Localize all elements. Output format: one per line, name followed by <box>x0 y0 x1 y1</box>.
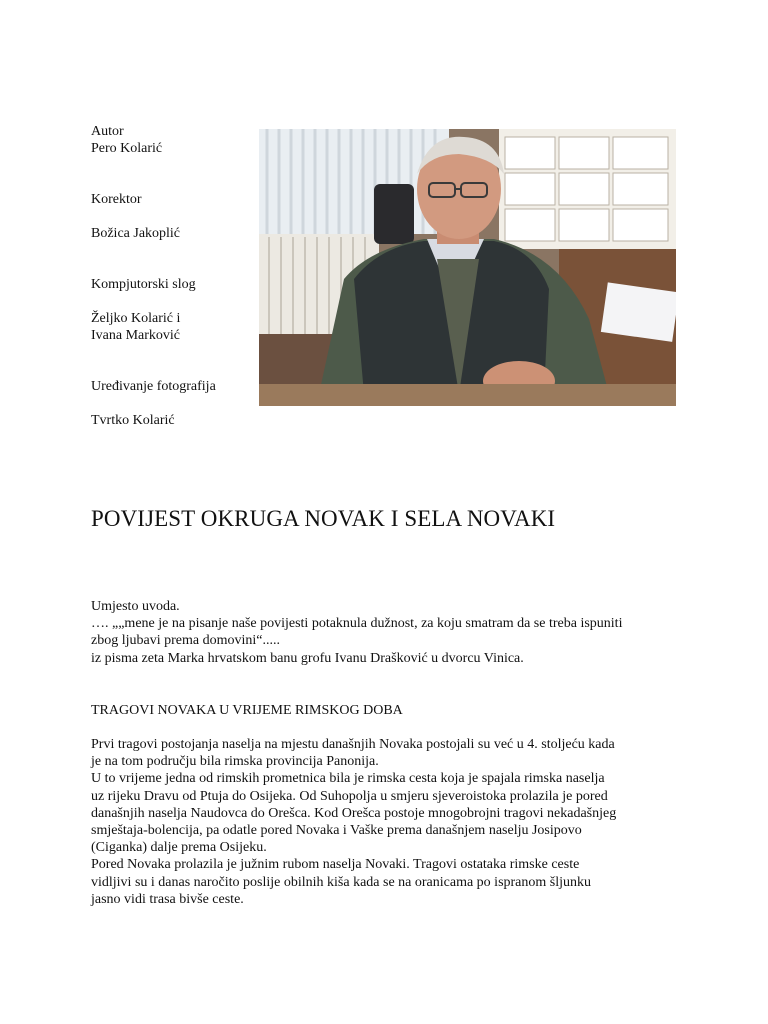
credits-block <box>91 123 256 429</box>
section-line: U to vrijeme jedna od rimskih prometnica bila je rimska cesta koja je spajala rimska naselja <box>91 771 605 787</box>
photo-editing-label: Uređivanje fotografija <box>91 379 216 394</box>
document-title: POVIJEST OKRUGA NOVAK I SELA NOVAKI <box>91 506 556 531</box>
layout-name-2: Ivana Marković <box>91 328 181 343</box>
photo-editing-name: Tvrtko Kolarić <box>91 413 175 428</box>
section-line: Pored Novaka prolazila je južnim rubom naselja Novaki. Tragovi ostataka rimske ceste <box>91 857 580 873</box>
editor-label: Korektor <box>91 192 142 207</box>
section-line: smještaja-bolencija, pa odatle pored Novaka i Vaške prema današnjem naselju Josipovo <box>91 823 582 839</box>
intro-source: iz pisma zeta Marka hrvatskom banu grofu Ivanu Drašković u dvorcu Vinica. <box>91 650 524 666</box>
section-line: današnjih naselja Naudovca do Orešca. Kod Orešca postoje mnogobrojni tragovi nekadašnjeg <box>91 805 617 821</box>
section-line: vidljivi su i danas naročito poslije obilnih kiša kada se na oranicama po ispranom šljunku <box>91 874 592 890</box>
section-line: Prvi tragovi postojanja naselja na mjestu današnjih Novaka postojali su već u 4. stoljeću kada <box>91 737 615 753</box>
layout-label: Kompjutorski slog <box>91 277 196 292</box>
author-name: Pero Kolarić <box>91 141 163 156</box>
intro-quote-line-1: …. „„mene je na pisanje naše povijesti potaknula dužnost, za koju smatram da se treba ispuniti <box>91 616 623 632</box>
layout-name-1: Željko Kolarić i <box>91 311 181 326</box>
intro-heading: Umjesto uvoda. <box>91 599 180 614</box>
section-line: je na tom području bila rimska provincija Panonija. <box>91 754 379 770</box>
section-heading: TRAGOVI NOVAKA U VRIJEME RIMSKOG DOBA <box>91 702 403 718</box>
body-text <box>91 598 681 908</box>
intro-quote-line-2: zbog ljubavi prema domovini“..... <box>91 633 280 649</box>
section-line: jasno vidi trasa bivše ceste. <box>91 891 244 907</box>
section-line: uz rijeku Dravu od Ptuja do Osijeka. Od Suhopolja u smjeru sjeveroistoka prolazila je pored <box>91 788 608 804</box>
portrait-photo <box>259 129 676 406</box>
editor-name: Božica Jakoplić <box>91 226 181 241</box>
section-line: (Ciganka) dalje prema Osijeku. <box>91 840 267 856</box>
author-label: Autor <box>91 124 124 139</box>
author-photo <box>259 129 676 406</box>
